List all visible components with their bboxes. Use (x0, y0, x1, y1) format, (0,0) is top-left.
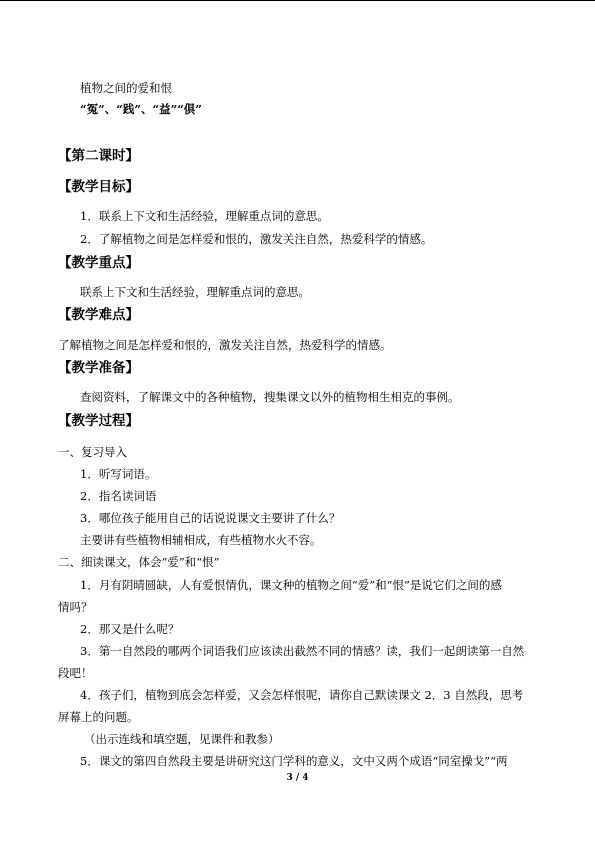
list-item: 2．指名读词语 (80, 489, 157, 503)
objective-item: 2．了解植物之间是怎样爱和恨的，激发关注自然，热爱科学的情感。 (80, 232, 433, 246)
paragraph-line: 1．月有阴晴圆缺，人有爱恨情仇，课文种的植物之间“爱”和“恨”是说它们之间的感 (80, 578, 502, 592)
paragraph-line: 段吧！ (58, 666, 93, 680)
paragraph-line: 5．课文的第四自然段主要是讲研究这门学科的意义，文中又两个成语“同室操戈”“两 (80, 754, 508, 768)
key-points-text: 联系上下文和生活经验，理解重点词的意思。 (80, 285, 310, 299)
paragraph-line: 3．第一自然段的哪两个词语我们应该读出截然不同的情感？读，我们一起朗读第一自然 (80, 644, 525, 658)
vocab-line-1: 植物之间的爱和恨 (80, 81, 172, 95)
preparation-heading: 【教学准备】 (58, 360, 139, 376)
lesson-title: 【第二课时】 (58, 148, 139, 164)
section-title: 一、复习导入 (58, 445, 127, 459)
paragraph-line: 2．那又是什么呢？ (80, 622, 180, 636)
list-item: 1．听写词语。 (80, 467, 157, 481)
list-item: 3．哪位孩子能用自己的话说说课文主要讲了什么？ (80, 511, 341, 525)
key-points-heading: 【教学重点】 (58, 255, 139, 271)
page-number: 3 / 4 (286, 773, 309, 783)
vocab-line-2: “冤”、“践”、“益”“俱” (80, 102, 202, 116)
difficulties-heading: 【教学难点】 (58, 307, 139, 323)
objective-item: 1．联系上下文和生活经验，理解重点词的意思。 (80, 209, 329, 223)
process-heading: 【教学过程】 (58, 413, 139, 429)
objectives-heading: 【教学目标】 (58, 179, 139, 195)
header-rule (0, 0, 595, 1)
paragraph-line: 屏幕上的问题。 (58, 710, 139, 724)
paragraph-line: 情吗？ (58, 600, 93, 614)
note-text: （出示连线和填空题，见课件和教参） (84, 732, 280, 746)
difficulties-text: 了解植物之间是怎样爱和恨的，激发关注自然，热爱科学的情感。 (58, 338, 392, 352)
answer-text: 主要讲有些植物相辅相成，有些植物水火不容。 (80, 533, 322, 547)
section-title: 二、细读课文，体会“爱”和“恨” (58, 555, 220, 569)
paragraph-line: 4．孩子们，植物到底会怎样爱，又会怎样恨呢，请你自己默读课文 2．3 自然段，思考 (80, 688, 524, 702)
preparation-text: 查阅资料，了解课文中的各种植物，搜集课文以外的植物相生相克的事例。 (80, 390, 460, 404)
